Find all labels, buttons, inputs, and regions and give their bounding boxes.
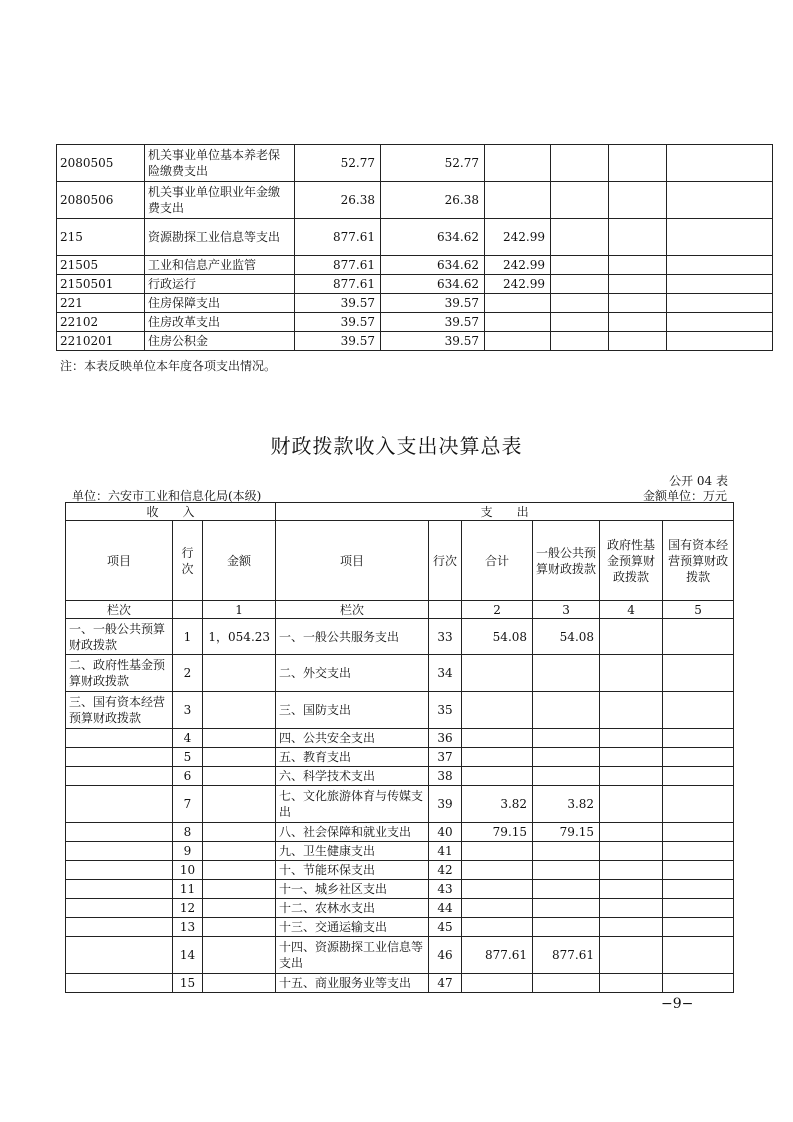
cell-out-item: 十五、商业服务业等支出 bbox=[276, 974, 429, 993]
cell-in-item: 一、一般公共预算财政拨款 bbox=[66, 619, 173, 655]
cell-project bbox=[485, 294, 551, 313]
cell-out-no: 47 bbox=[429, 974, 462, 993]
cell-c5 bbox=[609, 182, 667, 219]
cell-code: 215 bbox=[57, 219, 145, 256]
cell-code: 2210201 bbox=[57, 332, 145, 351]
cell-c4 bbox=[551, 256, 609, 275]
cell-name: 行政运行 bbox=[145, 275, 295, 294]
cell-name: 工业和信息产业监管 bbox=[145, 256, 295, 275]
cell-in-item bbox=[66, 748, 173, 767]
cell-in-item bbox=[66, 880, 173, 899]
cell-in-amt bbox=[203, 880, 276, 899]
cell-total: 54.08 bbox=[462, 619, 533, 655]
table-row bbox=[66, 974, 734, 993]
cell-total bbox=[462, 692, 533, 729]
cell-in-no: 6 bbox=[173, 767, 203, 786]
table-row bbox=[66, 899, 734, 918]
cell-in-no: 7 bbox=[173, 786, 203, 823]
table-row bbox=[57, 145, 773, 182]
expense-header: 支 出 bbox=[276, 503, 734, 521]
cell-out-item: 五、教育支出 bbox=[276, 748, 429, 767]
cell-capital bbox=[663, 692, 734, 729]
cell-total: 877.61 bbox=[462, 937, 533, 974]
cell-in-item bbox=[66, 937, 173, 974]
cell-fund bbox=[600, 823, 663, 842]
cell-fund bbox=[600, 729, 663, 748]
cell-capital bbox=[663, 861, 734, 880]
cell-in-item bbox=[66, 767, 173, 786]
table-row bbox=[66, 655, 734, 692]
cell-in-no: 3 bbox=[173, 692, 203, 729]
cell-out-no: 39 bbox=[429, 786, 462, 823]
cell-capital bbox=[663, 729, 734, 748]
cell-c4 bbox=[551, 294, 609, 313]
header-row-no-2: 行次 bbox=[429, 521, 462, 601]
cell-in-no: 13 bbox=[173, 918, 203, 937]
cell-out-no: 41 bbox=[429, 842, 462, 861]
cell-total: 3.82 bbox=[462, 786, 533, 823]
cell-total bbox=[462, 729, 533, 748]
cell-basic: 39.57 bbox=[381, 313, 485, 332]
cell-name: 住房公积金 bbox=[145, 332, 295, 351]
cell-c4 bbox=[551, 182, 609, 219]
cell-capital bbox=[663, 937, 734, 974]
page-title: 财政拨款收入支出决算总表 bbox=[270, 434, 523, 458]
table-row bbox=[57, 182, 773, 219]
cell-general bbox=[533, 767, 600, 786]
colno-empty bbox=[429, 601, 462, 619]
cell-general bbox=[533, 861, 600, 880]
cell-out-no: 43 bbox=[429, 880, 462, 899]
cell-c5 bbox=[609, 332, 667, 351]
cell-out-no: 35 bbox=[429, 692, 462, 729]
cell-total bbox=[462, 748, 533, 767]
cell-total bbox=[462, 861, 533, 880]
cell-total: 877.61 bbox=[295, 219, 381, 256]
cell-in-item bbox=[66, 786, 173, 823]
header-total: 合计 bbox=[462, 521, 533, 601]
cell-project: 242.99 bbox=[485, 219, 551, 256]
cell-in-item: 三、国有资本经营预算财政拨款 bbox=[66, 692, 173, 729]
cell-project bbox=[485, 313, 551, 332]
cell-in-no: 15 bbox=[173, 974, 203, 993]
cell-basic: 26.38 bbox=[381, 182, 485, 219]
cell-fund bbox=[600, 880, 663, 899]
cell-fund bbox=[600, 918, 663, 937]
reporting-unit: 单位：六安市工业和信息化局(本级) bbox=[72, 489, 262, 503]
cell-c6 bbox=[667, 256, 773, 275]
form-code: 公开 04 表 bbox=[669, 474, 728, 488]
colno-right: 栏次 bbox=[276, 601, 429, 619]
cell-in-amt bbox=[203, 767, 276, 786]
table-row bbox=[66, 861, 734, 880]
table-row bbox=[57, 313, 773, 332]
expense-detail-table bbox=[56, 144, 773, 351]
cell-code: 22102 bbox=[57, 313, 145, 332]
cell-fund bbox=[600, 786, 663, 823]
cell-in-no: 1 bbox=[173, 619, 203, 655]
cell-total: 79.15 bbox=[462, 823, 533, 842]
cell-c4 bbox=[551, 332, 609, 351]
cell-code: 2150501 bbox=[57, 275, 145, 294]
cell-general: 3.82 bbox=[533, 786, 600, 823]
cell-fund bbox=[600, 748, 663, 767]
cell-in-no: 10 bbox=[173, 861, 203, 880]
colno-3: 3 bbox=[533, 601, 600, 619]
cell-in-no: 9 bbox=[173, 842, 203, 861]
cell-general bbox=[533, 918, 600, 937]
cell-c4 bbox=[551, 219, 609, 256]
cell-project bbox=[485, 182, 551, 219]
cell-general: 877.61 bbox=[533, 937, 600, 974]
header-gov-fund: 政府性基金预算财政拨款 bbox=[600, 521, 663, 601]
cell-capital bbox=[663, 842, 734, 861]
cell-general bbox=[533, 974, 600, 993]
colno-5: 5 bbox=[663, 601, 734, 619]
cell-name: 机关事业单位职业年金缴费支出 bbox=[145, 182, 295, 219]
header-amount: 金额 bbox=[203, 521, 276, 601]
table-row bbox=[66, 937, 734, 974]
cell-basic: 634.62 bbox=[381, 275, 485, 294]
cell-c6 bbox=[667, 219, 773, 256]
cell-capital bbox=[663, 880, 734, 899]
cell-fund bbox=[600, 767, 663, 786]
table-note: 注：本表反映单位本年度各项支出情况。 bbox=[60, 359, 277, 373]
cell-general bbox=[533, 899, 600, 918]
cell-c5 bbox=[609, 275, 667, 294]
cell-code: 221 bbox=[57, 294, 145, 313]
cell-total bbox=[462, 655, 533, 692]
header-row-no: 行次 bbox=[173, 521, 203, 601]
cell-fund bbox=[600, 974, 663, 993]
cell-general bbox=[533, 748, 600, 767]
amount-unit: 金额单位：万元 bbox=[642, 489, 727, 503]
table-row bbox=[66, 786, 734, 823]
colno-empty bbox=[173, 601, 203, 619]
cell-fund bbox=[600, 655, 663, 692]
cell-in-amt bbox=[203, 861, 276, 880]
cell-out-item: 六、科学技术支出 bbox=[276, 767, 429, 786]
cell-code: 21505 bbox=[57, 256, 145, 275]
cell-basic: 634.62 bbox=[381, 256, 485, 275]
cell-total: 39.57 bbox=[295, 313, 381, 332]
cell-basic: 52.77 bbox=[381, 145, 485, 182]
cell-c6 bbox=[667, 332, 773, 351]
cell-fund bbox=[600, 619, 663, 655]
cell-total: 52.77 bbox=[295, 145, 381, 182]
header-item-2: 项目 bbox=[276, 521, 429, 601]
colno-4: 4 bbox=[600, 601, 663, 619]
cell-in-item: 二、政府性基金预算财政拨款 bbox=[66, 655, 173, 692]
cell-in-no: 12 bbox=[173, 899, 203, 918]
cell-capital bbox=[663, 899, 734, 918]
cell-in-item bbox=[66, 918, 173, 937]
cell-out-item: 十四、资源勘探工业信息等支出 bbox=[276, 937, 429, 974]
cell-out-no: 36 bbox=[429, 729, 462, 748]
cell-out-no: 44 bbox=[429, 899, 462, 918]
cell-in-item bbox=[66, 974, 173, 993]
cell-in-no: 14 bbox=[173, 937, 203, 974]
cell-in-no: 2 bbox=[173, 655, 203, 692]
cell-in-amt bbox=[203, 937, 276, 974]
cell-total: 39.57 bbox=[295, 294, 381, 313]
cell-basic: 39.57 bbox=[381, 294, 485, 313]
cell-out-no: 38 bbox=[429, 767, 462, 786]
cell-total bbox=[462, 918, 533, 937]
cell-basic: 39.57 bbox=[381, 332, 485, 351]
cell-total: 877.61 bbox=[295, 275, 381, 294]
cell-out-item: 四、公共安全支出 bbox=[276, 729, 429, 748]
cell-general bbox=[533, 655, 600, 692]
cell-total bbox=[462, 899, 533, 918]
cell-c6 bbox=[667, 294, 773, 313]
cell-name: 机关事业单位基本养老保险缴费支出 bbox=[145, 145, 295, 182]
cell-c4 bbox=[551, 313, 609, 332]
cell-capital bbox=[663, 974, 734, 993]
table-row bbox=[57, 256, 773, 275]
cell-in-amt bbox=[203, 786, 276, 823]
cell-in-amt bbox=[203, 748, 276, 767]
cell-out-item: 十、节能环保支出 bbox=[276, 861, 429, 880]
cell-in-no: 4 bbox=[173, 729, 203, 748]
cell-capital bbox=[663, 786, 734, 823]
table-row bbox=[66, 619, 734, 655]
cell-out-item: 七、文化旅游体育与传媒支出 bbox=[276, 786, 429, 823]
cell-in-item bbox=[66, 861, 173, 880]
fiscal-summary-table bbox=[65, 502, 734, 993]
cell-fund bbox=[600, 937, 663, 974]
cell-in-amt bbox=[203, 974, 276, 993]
header-item: 项目 bbox=[66, 521, 173, 601]
cell-fund bbox=[600, 842, 663, 861]
cell-out-item: 十一、城乡社区支出 bbox=[276, 880, 429, 899]
cell-out-item: 二、外交支出 bbox=[276, 655, 429, 692]
cell-out-no: 46 bbox=[429, 937, 462, 974]
cell-project bbox=[485, 145, 551, 182]
cell-out-no: 42 bbox=[429, 861, 462, 880]
table-row bbox=[66, 729, 734, 748]
cell-general bbox=[533, 880, 600, 899]
cell-capital bbox=[663, 823, 734, 842]
cell-c5 bbox=[609, 294, 667, 313]
table-row bbox=[66, 823, 734, 842]
cell-fund bbox=[600, 692, 663, 729]
cell-in-amt bbox=[203, 823, 276, 842]
cell-in-item bbox=[66, 729, 173, 748]
cell-c6 bbox=[667, 313, 773, 332]
cell-in-amt bbox=[203, 899, 276, 918]
cell-capital bbox=[663, 918, 734, 937]
cell-in-amt bbox=[203, 842, 276, 861]
cell-out-item: 十三、交通运输支出 bbox=[276, 918, 429, 937]
cell-out-no: 40 bbox=[429, 823, 462, 842]
cell-c4 bbox=[551, 145, 609, 182]
cell-total bbox=[462, 842, 533, 861]
cell-out-no: 37 bbox=[429, 748, 462, 767]
cell-in-amt: 1，054.23 bbox=[203, 619, 276, 655]
cell-c5 bbox=[609, 256, 667, 275]
cell-code: 2080505 bbox=[57, 145, 145, 182]
cell-total bbox=[462, 880, 533, 899]
cell-general bbox=[533, 729, 600, 748]
cell-c6 bbox=[667, 145, 773, 182]
cell-c5 bbox=[609, 145, 667, 182]
cell-name: 住房保障支出 bbox=[145, 294, 295, 313]
cell-c6 bbox=[667, 275, 773, 294]
cell-in-item bbox=[66, 842, 173, 861]
cell-out-item: 九、卫生健康支出 bbox=[276, 842, 429, 861]
table-row bbox=[66, 767, 734, 786]
cell-capital bbox=[663, 619, 734, 655]
header-general-budget: 一般公共预算财政拨款 bbox=[533, 521, 600, 601]
cell-code: 2080506 bbox=[57, 182, 145, 219]
income-header: 收 入 bbox=[66, 503, 276, 521]
table-row bbox=[57, 332, 773, 351]
cell-basic: 634.62 bbox=[381, 219, 485, 256]
cell-out-item: 一、一般公共服务支出 bbox=[276, 619, 429, 655]
cell-c6 bbox=[667, 182, 773, 219]
cell-out-no: 45 bbox=[429, 918, 462, 937]
cell-total: 877.61 bbox=[295, 256, 381, 275]
cell-in-no: 11 bbox=[173, 880, 203, 899]
cell-name: 住房改革支出 bbox=[145, 313, 295, 332]
cell-total bbox=[462, 974, 533, 993]
cell-name: 资源勘探工业信息等支出 bbox=[145, 219, 295, 256]
page-number: −9− bbox=[661, 996, 694, 1012]
header-state-capital: 国有资本经营预算财政拨款 bbox=[663, 521, 734, 601]
table-row bbox=[57, 219, 773, 256]
cell-out-item: 十二、农林水支出 bbox=[276, 899, 429, 918]
cell-c5 bbox=[609, 313, 667, 332]
cell-in-no: 5 bbox=[173, 748, 203, 767]
cell-in-amt bbox=[203, 655, 276, 692]
cell-out-item: 三、国防支出 bbox=[276, 692, 429, 729]
cell-in-amt bbox=[203, 729, 276, 748]
cell-general: 54.08 bbox=[533, 619, 600, 655]
table-row bbox=[66, 748, 734, 767]
cell-total: 39.57 bbox=[295, 332, 381, 351]
table-row bbox=[66, 918, 734, 937]
table-row bbox=[66, 880, 734, 899]
cell-in-item bbox=[66, 823, 173, 842]
cell-in-item bbox=[66, 899, 173, 918]
cell-general: 79.15 bbox=[533, 823, 600, 842]
colno-left: 栏次 bbox=[66, 601, 173, 619]
table-row bbox=[57, 275, 773, 294]
cell-project: 242.99 bbox=[485, 256, 551, 275]
cell-capital bbox=[663, 748, 734, 767]
cell-project: 242.99 bbox=[485, 275, 551, 294]
cell-capital bbox=[663, 767, 734, 786]
cell-total: 26.38 bbox=[295, 182, 381, 219]
colno-1: 1 bbox=[203, 601, 276, 619]
cell-general bbox=[533, 842, 600, 861]
cell-project bbox=[485, 332, 551, 351]
cell-out-item: 八、社会保障和就业支出 bbox=[276, 823, 429, 842]
cell-total bbox=[462, 767, 533, 786]
colno-2: 2 bbox=[462, 601, 533, 619]
cell-in-amt bbox=[203, 692, 276, 729]
table-row bbox=[57, 294, 773, 313]
cell-general bbox=[533, 692, 600, 729]
table-row bbox=[66, 842, 734, 861]
cell-in-no: 8 bbox=[173, 823, 203, 842]
cell-c4 bbox=[551, 275, 609, 294]
table-row bbox=[66, 692, 734, 729]
cell-in-amt bbox=[203, 918, 276, 937]
cell-capital bbox=[663, 655, 734, 692]
cell-fund bbox=[600, 899, 663, 918]
cell-fund bbox=[600, 861, 663, 880]
cell-out-no: 34 bbox=[429, 655, 462, 692]
cell-out-no: 33 bbox=[429, 619, 462, 655]
cell-c5 bbox=[609, 219, 667, 256]
